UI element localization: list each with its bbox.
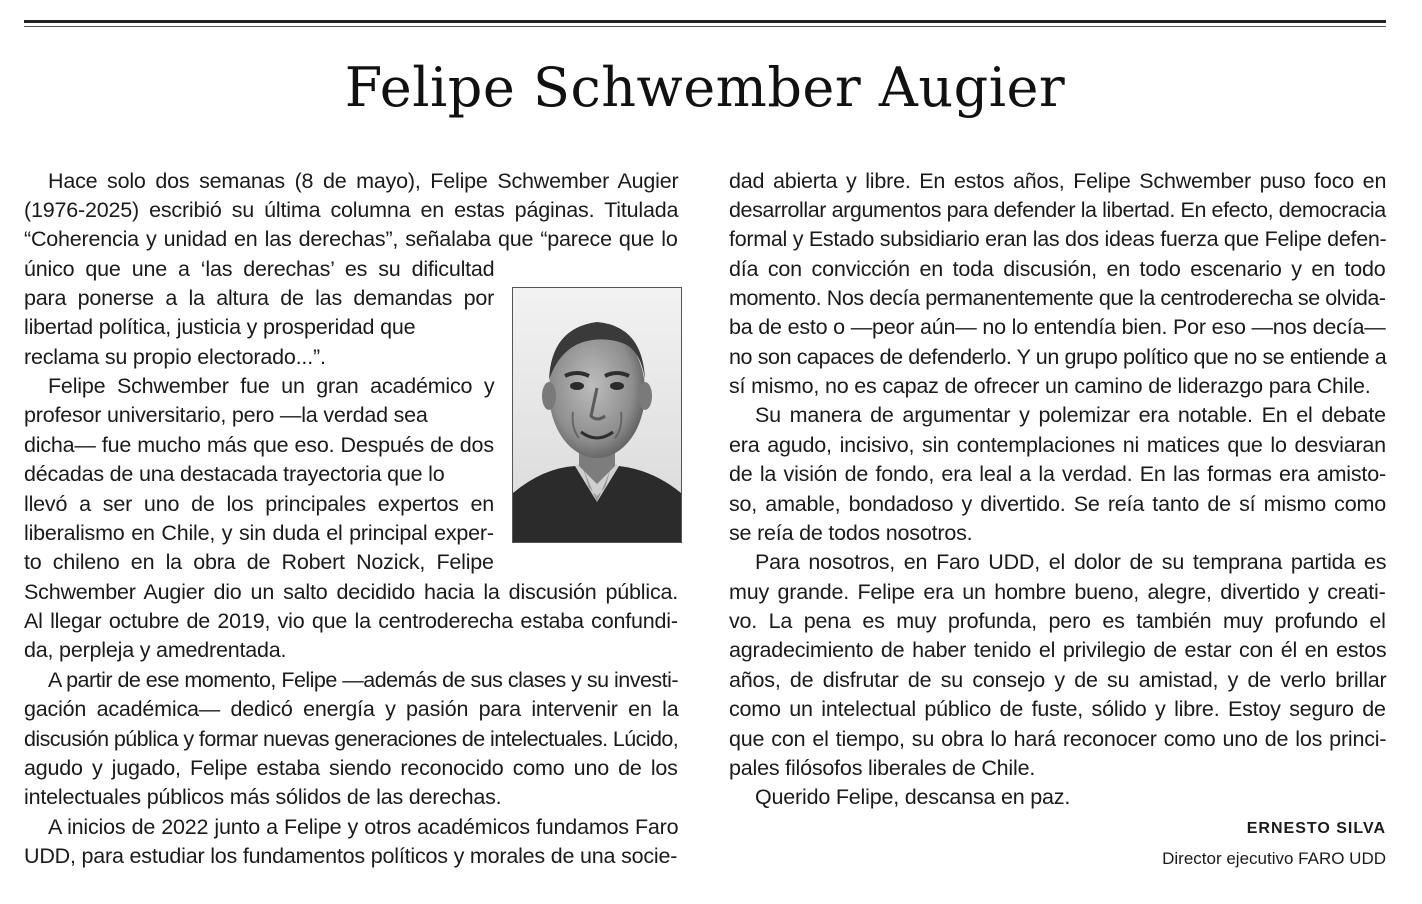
left-line: décadas de una destacada trayectoria que lo xyxy=(24,462,445,486)
left-line: Al llegar octubre de 2019, vio que la centroderecha estaba confundi- xyxy=(24,609,678,633)
right-line: vo. La pena es muy profunda, pero es también muy profundo el xyxy=(729,609,1386,633)
right-line: Su manera de argumentar y polemizar era notable. En el debate xyxy=(755,403,1386,427)
right-line: so, amable, bondadoso y divertido. Se reía tanto de sí mismo como xyxy=(729,492,1386,516)
left-line: “Coherencia y unidad en las derechas”, señalaba que “parece que lo xyxy=(24,227,678,251)
left-line: Felipe Schwember fue un gran académico y xyxy=(48,374,495,398)
right-line: años, de disfrutar de su consejo y de su amistad, y de verlo brillar xyxy=(729,668,1387,692)
right-line: Querido Felipe, descansa en paz. xyxy=(755,785,1071,809)
author-name: ERNESTO SILVA xyxy=(1246,820,1386,837)
left-line: A partir de ese momento, Felipe —además de sus clases y su investi- xyxy=(48,668,679,692)
left-line: intelectuales públicos más sólidos de las derechas. xyxy=(24,785,502,809)
right-line: ba de esto o —peor aún— no lo entendía bien. Por eso —nos decía— xyxy=(729,315,1386,339)
left-line: para ponerse a la altura de las demandas por xyxy=(24,286,495,310)
left-line: A inicios de 2022 junto a Felipe y otros académicos fundamos Faro xyxy=(48,815,679,839)
right-line: momento. Nos decía permanentemente que la centroderecha se olvida- xyxy=(729,286,1386,310)
top-rule-thin xyxy=(24,26,1386,27)
left-line: UDD, para estudiar los fundamentos políticos y morales de una socie- xyxy=(24,844,678,868)
left-line: Hace solo dos semanas (8 de mayo), Felipe Schwember Augier xyxy=(48,169,679,193)
top-rule xyxy=(24,20,1386,23)
left-line: liberalismo en Chile, y sin duda el principal exper- xyxy=(24,521,494,545)
right-line: día con convicción en toda discusión, en todo escenario y en todo xyxy=(729,257,1386,281)
right-line: dad abierta y libre. En estos años, Felipe Schwember puso foco en xyxy=(729,169,1387,193)
article-headline: Felipe Schwember Augier xyxy=(344,56,1066,119)
left-line: profesor universitario, pero —la verdad sea xyxy=(24,403,428,427)
right-line: no son capaces de defenderlo. Y un grupo político que no se entiende a xyxy=(729,345,1387,369)
right-line: Para nosotros, en Faro UDD, el dolor de su temprana partida es xyxy=(755,550,1387,574)
right-line: agradecimiento de haber tenido el privilegio de estar con él en estos xyxy=(729,638,1387,662)
right-line: se reía de todos nosotros. xyxy=(729,521,973,545)
left-line: (1976-2025) escribió su última columna en estas páginas. Titulada xyxy=(24,198,679,222)
left-line: llevó a ser uno de los principales expertos en xyxy=(24,492,495,516)
right-line: desarrollar argumentos para defender la libertad. En efecto, democracia xyxy=(729,198,1386,222)
right-line: pales filósofos liberales de Chile. xyxy=(729,756,1036,780)
right-line: sí mismo, no es capaz de ofrecer un camino de liderazgo para Chile. xyxy=(729,374,1371,398)
left-line: agudo y jugado, Felipe estaba siendo reconocido como uno de los xyxy=(24,756,678,780)
right-line: muy grande. Felipe era un hombre bueno, alegre, divertido y creati- xyxy=(729,580,1386,604)
left-line: gación académica— dedicó energía y pasión para intervenir en la xyxy=(24,697,679,721)
right-line: era agudo, incisivo, sin contemplaciones ni matices que lo desviaran xyxy=(729,433,1386,457)
left-line: libertad política, justicia y prosperidad que xyxy=(24,315,416,339)
right-line: formal y Estado subsidiario eran las dos ideas fuerza que Felipe defen- xyxy=(729,227,1387,251)
left-line: reclama su propio electorado...”. xyxy=(24,345,326,369)
left-line: Schwember Augier dio un salto decidido hacia la discusión pública. xyxy=(24,580,679,604)
right-line: que con el tiempo, su obra lo hará reconocer como uno de los princi- xyxy=(729,727,1387,751)
left-line: dicha— fue mucho más que eso. Después de dos xyxy=(24,433,494,457)
left-line: discusión pública y formar nuevas generaciones de intelectuales. Lúcido, xyxy=(24,727,679,751)
right-line: de la visión de fondo, era leal a la verdad. En las formas era amisto- xyxy=(729,462,1386,486)
right-line: como un intelectual público de fuste, sólido y libre. Estoy seguro de xyxy=(729,697,1386,721)
author-portrait xyxy=(512,287,682,543)
left-line: único que une a ‘las derechas’ es su dificultad xyxy=(24,257,495,281)
author-role: Director ejecutivo FARO UDD xyxy=(1162,849,1386,868)
left-line: da, perpleja y amedrentada. xyxy=(24,638,287,662)
left-line: to chileno en la obra de Robert Nozick, Felipe xyxy=(24,550,494,574)
